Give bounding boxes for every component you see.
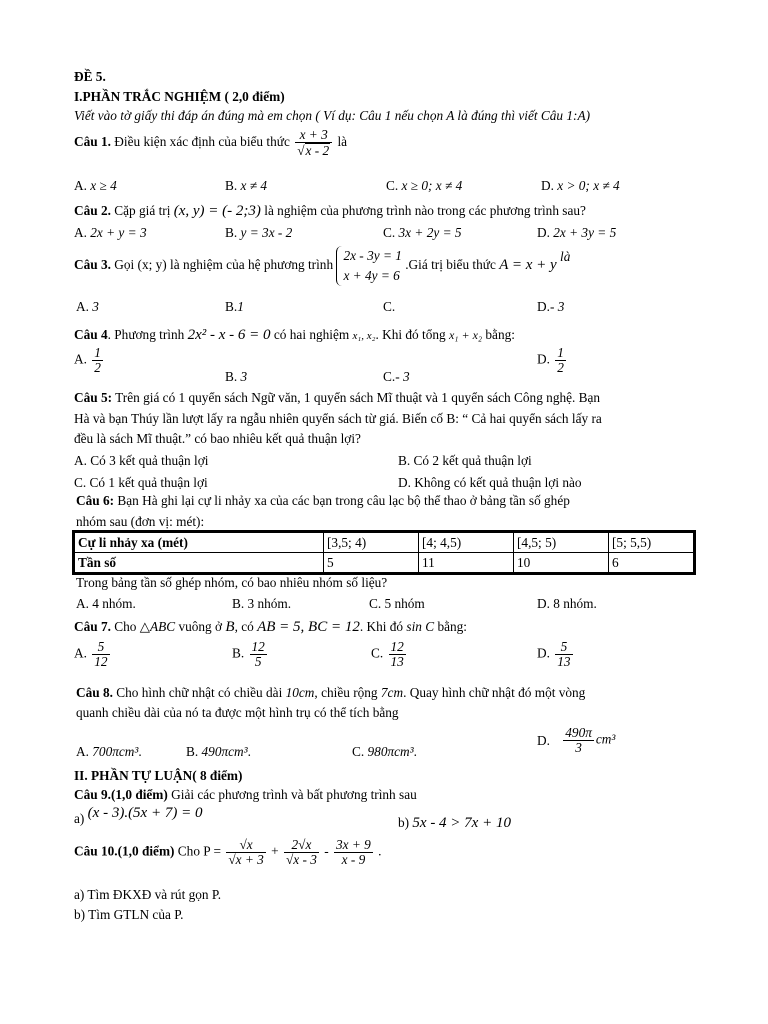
q7-option-d: D. $\frac{5}{13}$ xyxy=(537,639,571,669)
q8-line1b: , chiều rộng xyxy=(314,685,378,700)
table-header-cell: Cự li nhảy xa (mét) xyxy=(75,533,324,553)
q4-option-b: B. 3 xyxy=(225,369,248,384)
part2-heading: II. PHẦN TỰ LUẬN( 8 điểm) xyxy=(74,768,243,783)
q5-option-b: B. Có 2 kết quả thuận lợi xyxy=(398,453,532,468)
table-cell: Tần số xyxy=(75,553,324,573)
q6-line2: nhóm sau (đơn vị: mét): xyxy=(76,514,205,529)
q7-text5: bằng: xyxy=(437,619,467,634)
q2-text1: Cặp giá trị xyxy=(114,203,171,218)
q3-la: là xyxy=(560,249,571,265)
q9-label: Câu 9.(1,0 điểm) xyxy=(74,787,168,802)
q3-system xyxy=(336,246,401,286)
q1-label: Câu 1. xyxy=(74,134,111,150)
q4-roots: x₁, x₂ xyxy=(352,330,376,342)
exam-title: ĐỀ 5. xyxy=(74,69,106,84)
q8-option-d: D. $\frac{490\pi}{3}$ cm³ xyxy=(537,725,616,755)
q5-line3: đều là sách Mĩ thuật.” có bao nhiêu kết quả thuận lợi? xyxy=(74,431,361,446)
q7-option-c: C. $\frac{12}{13}$ xyxy=(371,639,404,669)
q4-text3: . Khi đó tổng xyxy=(375,327,446,342)
q6-option-a: A. 4 nhóm. xyxy=(76,596,136,611)
q1-text: Điều kiện xác định của biểu thức xyxy=(114,134,290,150)
q3-option-a: A. 3 xyxy=(76,299,99,314)
part1-instruction: Viết vào tờ giấy thi đáp án đúng mà em chọn ( Ví dụ: Câu 1 nếu chọn A là đúng thì viết Câu 1:A) xyxy=(74,108,590,123)
q6-option-d: D. 8 nhóm. xyxy=(537,596,597,611)
question-6-line-1 xyxy=(76,492,694,509)
q2-option-d: D. 2x + 3y = 5 xyxy=(537,225,617,240)
q2-option-c: C. 3x + 2y = 5 xyxy=(383,225,462,240)
q5-option-a: A. Có 3 kết quả thuận lợi xyxy=(74,453,209,468)
q7-sin: sin C xyxy=(406,619,435,634)
question-8-line-1 xyxy=(76,684,694,701)
q8-option-c: C. 980πcm³. xyxy=(352,744,417,759)
q8-label: Câu 8. xyxy=(76,685,113,700)
q4-option-a: A. $\frac{1}{2}$ xyxy=(74,345,101,375)
q2-text2: là nghiệm của phương trình nào trong các phương trình sau? xyxy=(264,203,586,218)
q8-line1a: Cho hình chữ nhật có chiều dài xyxy=(116,685,283,700)
q4-text2: có hai nghiệm xyxy=(273,327,350,342)
question-9 xyxy=(74,786,417,803)
table-header-cell: [4; 4,5) xyxy=(419,533,514,553)
q1-fraction xyxy=(295,128,332,158)
q8-length: 10cm xyxy=(285,685,315,700)
q5-line2: Hà và bạn Thúy lần lượt lấy ra ngẫu nhiên quyển sách từ giá. Biến cố B: “ Cả hai quyển sách lấy ra xyxy=(74,411,602,426)
q4-text4: bằng: xyxy=(485,327,515,342)
q10-part-a: a) Tìm ĐKXĐ và rút gọn P. xyxy=(74,887,222,902)
q3-expr: A = x + y xyxy=(499,257,557,274)
frequency-table xyxy=(74,532,694,573)
question-5-line-1 xyxy=(74,389,694,406)
table-header-cell: [3,5; 4) xyxy=(324,533,419,553)
table-cell: 6 xyxy=(609,553,694,573)
q6-line1: Bạn Hà ghi lại cự li nhảy xa của các bạn trong câu lạc bộ thể thao ở bảng tần số ghép xyxy=(117,493,570,508)
q3-option-d: D.- 3 xyxy=(537,299,565,314)
q3-label: Câu 3. xyxy=(74,257,111,273)
q5-label: Câu 5: xyxy=(74,390,113,405)
q4-sum: x₁ + x₂ xyxy=(448,328,483,342)
q1-option-d: D. x > 0; x ≠ 4 xyxy=(541,178,620,193)
q10-end: . xyxy=(378,843,382,859)
q5-option-c: C. Có 1 kết quả thuận lợi xyxy=(74,475,208,490)
q3-option-c: C. xyxy=(383,299,396,314)
q4-option-d: D. $\frac{1}{2}$ xyxy=(537,345,564,375)
q10-fraction-3: $\frac{3x + 9}{x - 9}$ xyxy=(336,837,371,867)
q10-op-2: - xyxy=(324,843,329,859)
table-row xyxy=(75,553,694,573)
q1-numerator: x + 3 xyxy=(295,128,332,143)
q7-given: AB = 5, BC = 12 xyxy=(257,619,360,635)
table-cell: 10 xyxy=(514,553,609,573)
table-header-row xyxy=(75,533,694,553)
q1-denominator: √x - 2 xyxy=(297,143,330,158)
q1-tail: là xyxy=(337,134,348,150)
table-header-cell: [5; 5,5) xyxy=(609,533,694,553)
question-2 xyxy=(74,202,586,220)
q1-radicand: x - 2 xyxy=(305,143,330,158)
q3-text1: Gọi (x; y) là nghiệm của hệ phương trình xyxy=(114,257,334,273)
q10-op-1: + xyxy=(271,843,279,859)
part1-heading: I.PHẦN TRẮC NGHIỆM ( 2,0 điểm) xyxy=(74,89,285,104)
q3-option-b: B.1 xyxy=(225,299,244,314)
q3-text2: .Giá trị biểu thức xyxy=(405,257,496,273)
q7-text1: Cho xyxy=(114,619,137,634)
question-3 xyxy=(74,246,570,286)
q8-option-b: B. 490πcm³. xyxy=(186,744,251,759)
question-10 xyxy=(74,838,382,867)
q1-option-c: C. x ≥ 0; x ≠ 4 xyxy=(386,178,463,193)
q8-line1c: . Quay hình chữ nhật đó một vòng xyxy=(403,685,586,700)
q7-option-a: A. $\frac{5}{12}$ xyxy=(74,639,108,669)
q10-fraction-1: $\frac{√x}{√x + 3}$ xyxy=(228,837,264,867)
q3-eq2: x + 4y = 6 xyxy=(343,268,400,283)
q10-part-b: b) Tìm GTLN của P. xyxy=(74,907,184,922)
q2-option-a: A. 2x + y = 3 xyxy=(74,225,147,240)
q9-text: Giải các phương trình và bất phương trình sau xyxy=(171,787,417,802)
q4-equation: 2x² - x - 6 = 0 xyxy=(187,327,271,343)
q9-part-b: b) 5x - 4 > 7x + 10 xyxy=(398,815,511,831)
q9-part-a: a) (x - 3).(5x + 7) = 0 xyxy=(74,805,203,826)
table-cell: 5 xyxy=(324,553,419,573)
q2-pair: (x, y) = (- 2;3) xyxy=(173,203,261,219)
q7-text4: . Khi đó xyxy=(359,619,404,634)
q6-option-c: C. 5 nhóm xyxy=(369,596,425,611)
q10-label: Câu 10.(1,0 điểm) xyxy=(74,843,175,859)
q7-text3: , có xyxy=(234,619,254,634)
q8-width: 7cm xyxy=(380,685,404,700)
q6-question: Trong bảng tần số ghép nhóm, có bao nhiêu nhóm số liệu? xyxy=(76,575,388,590)
question-1 xyxy=(74,128,347,158)
question-7 xyxy=(74,618,467,636)
q1-option-b: B. x ≠ 4 xyxy=(225,178,268,193)
question-4 xyxy=(74,326,515,345)
q7-vertex: B xyxy=(225,619,235,635)
q10-text: Cho P = xyxy=(177,843,222,859)
q4-option-c: C.- 3 xyxy=(383,369,410,384)
q8-option-a: A. 700πcm³. xyxy=(76,744,142,759)
q8-line2: quanh chiều dài của nó ta được một hình trụ có thể tích bằng xyxy=(76,705,399,720)
q4-text1: . Phương trình xyxy=(107,327,185,342)
q5-option-d: D. Không có kết quả thuận lợi nào xyxy=(398,475,582,490)
q2-option-b: B. y = 3x - 2 xyxy=(225,225,293,240)
q5-line1: Trên giá có 1 quyển sách Ngữ văn, 1 quyển sách Mĩ thuật và 1 quyển sách Công nghệ. Bạn xyxy=(115,390,601,405)
q7-triangle: △ABC xyxy=(139,619,176,634)
table-cell: 11 xyxy=(419,553,514,573)
q10-fraction-2: $\frac{2√x}{√x - 3}$ xyxy=(285,837,317,867)
q4-label: Câu 4 xyxy=(74,327,108,342)
q7-label: Câu 7. xyxy=(74,619,111,634)
table-header-cell: [4,5; 5) xyxy=(514,533,609,553)
q1-option-a: A. x ≥ 4 xyxy=(74,178,117,193)
q2-label: Câu 2. xyxy=(74,203,111,218)
q7-text2: vuông ở xyxy=(178,619,223,634)
q7-option-b: B. $\frac{12}{5}$ xyxy=(232,639,265,669)
q6-option-b: B. 3 nhóm. xyxy=(232,596,292,611)
q6-label: Câu 6: xyxy=(76,493,115,508)
q3-eq1: 2x - 3y = 1 xyxy=(343,248,402,263)
